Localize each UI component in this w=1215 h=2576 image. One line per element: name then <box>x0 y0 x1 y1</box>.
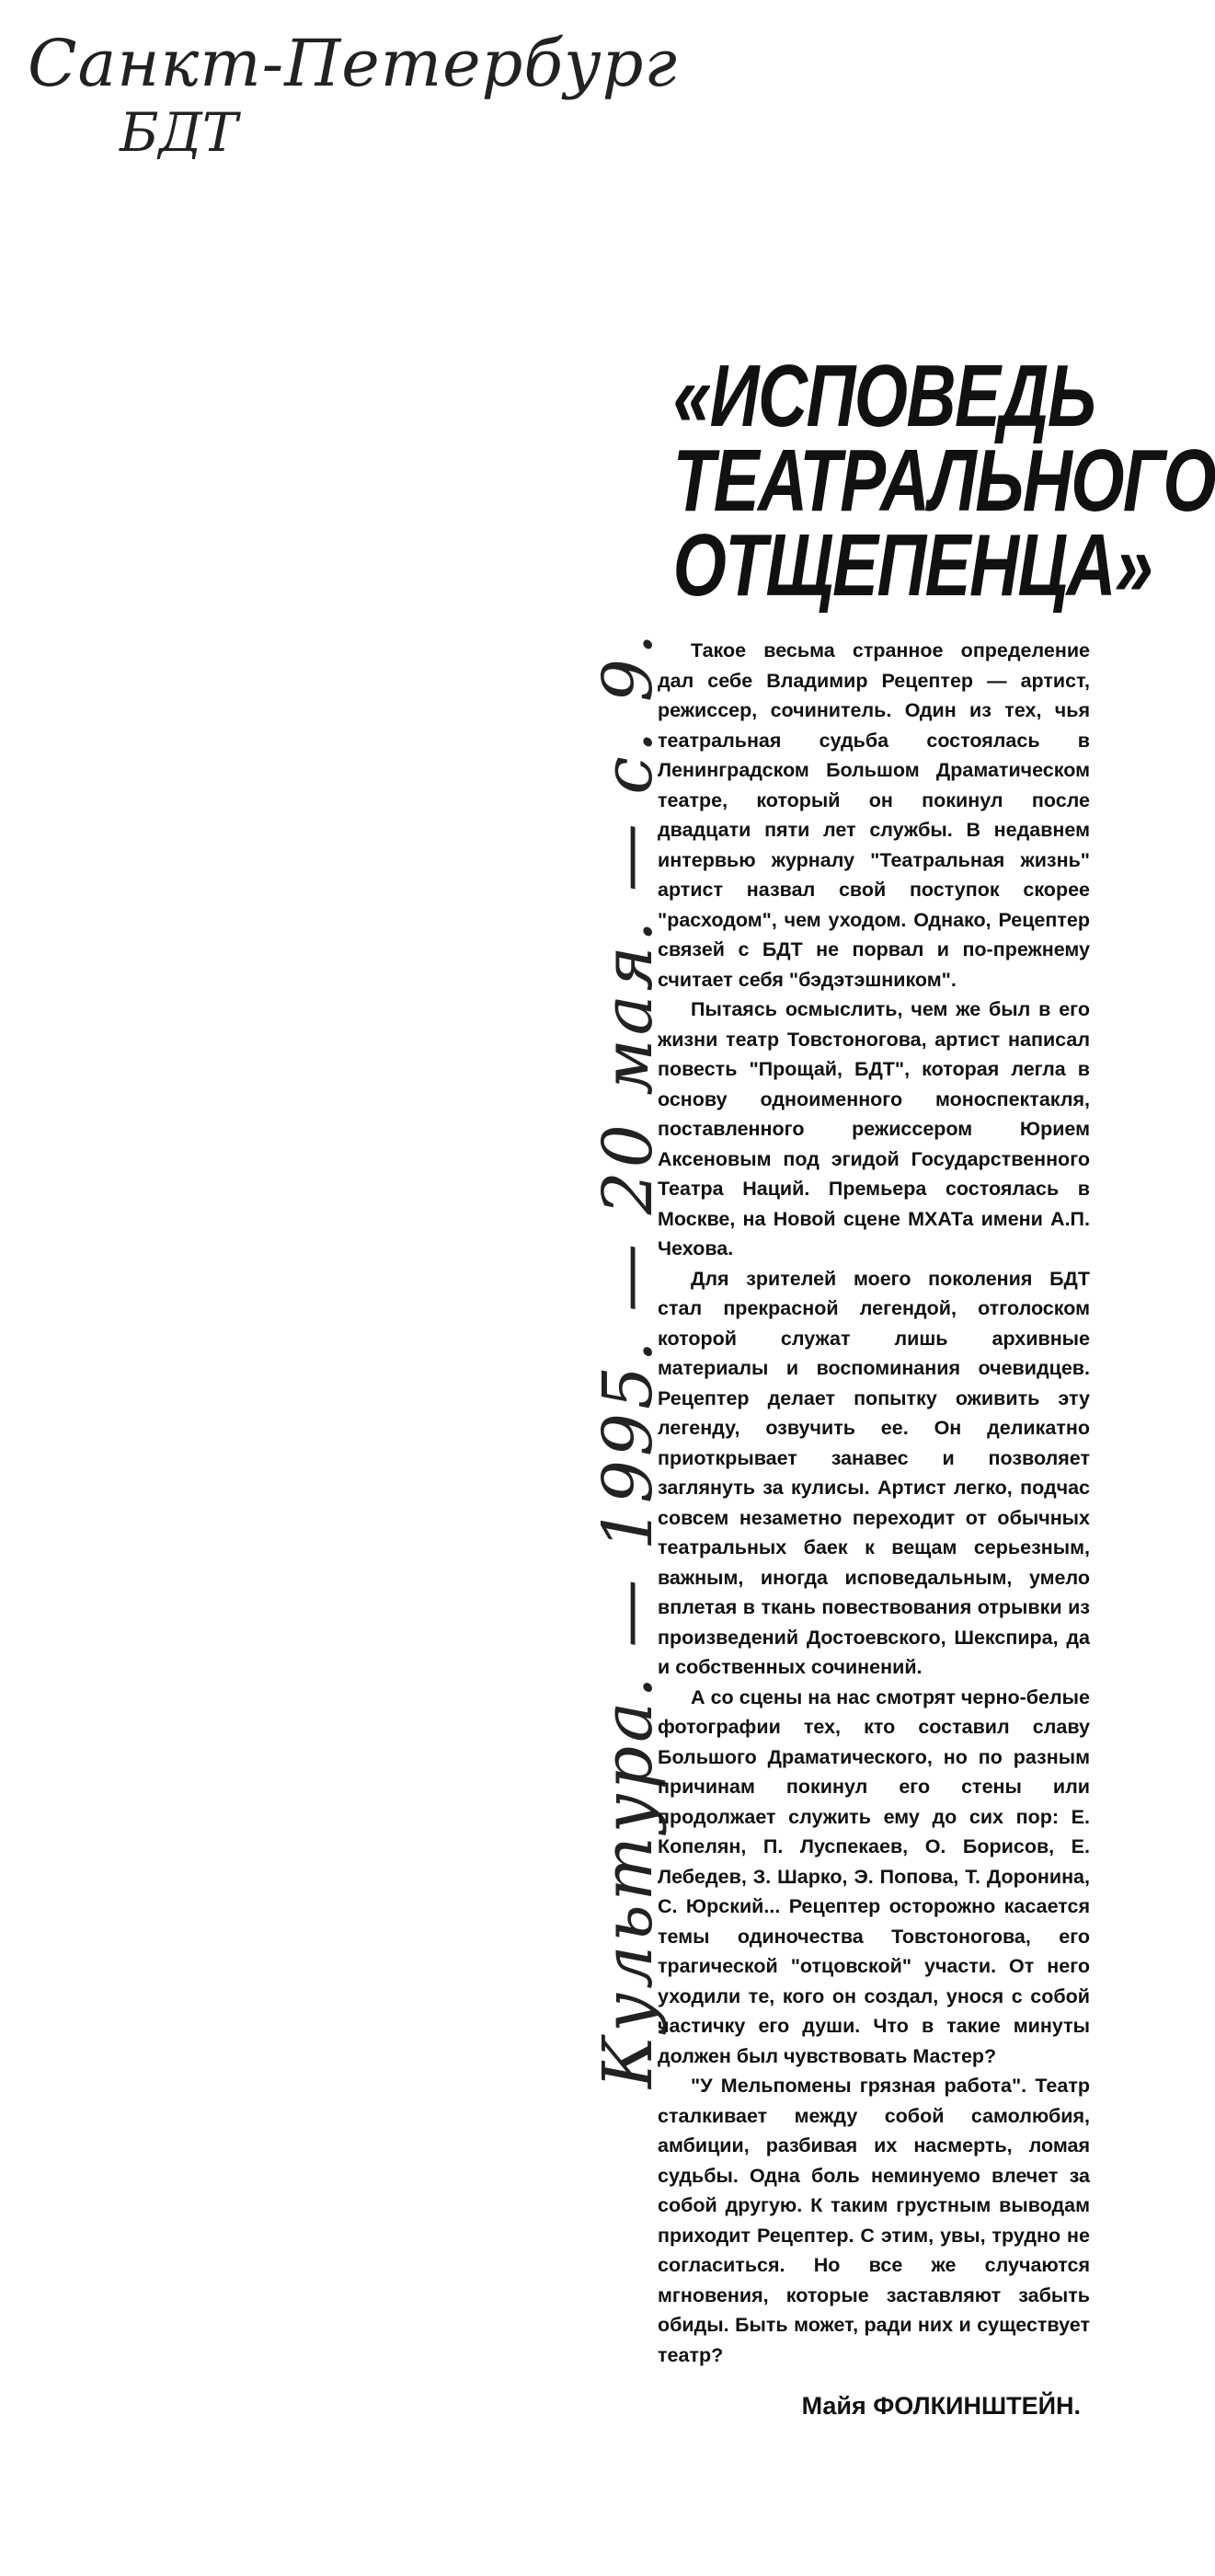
newspaper-article <box>658 347 1215 2421</box>
handwritten-note-top: Санкт-Петербург <box>28 26 678 101</box>
paragraph: Такое весьма странное определение дал себе Владимир Рецептер — артист, режиссер, сочинитель. Один из тех, чья театральная судьба состоялась в Ленинградском Большом Драматическом театре, который он покинул после двадцати пяти лет службы. В недавнем интервью журналу "Театральная жизнь" артист назвал свой поступок скорее "расходом", чем уходом. Однако, Рецептер связей с БДТ не порвал и по-прежнему считает себя "бэдэтэшником". <box>658 639 1090 991</box>
article-title: «ИСПОВЕДЬ ТЕАТРАЛЬНОГО ОТЩЕПЕНЦА» <box>672 347 1215 615</box>
article-author: Майя ФОЛКИНШТЕЙН. <box>801 2392 1081 2420</box>
handwritten-source-note: Культура. — 1995. — 20 мая. — с. 9. <box>589 629 668 2088</box>
article-body <box>658 636 1090 2370</box>
handwritten-note-top-second: БДТ <box>120 101 238 164</box>
paragraph: "У Мельпомены грязная работа". Театр сталкивает между собой самолюбия, амбиции, разбивая их насмерть, ломая судьбы. Одна боль неминуемо влечет за собой другую. К таким грустным выводам приходит Рецептер. С этим, увы, трудно не согласиться. Но все же случаются мгновения, которые заставляют забыть обиды. Быть может, ради них и существует театр? <box>658 2075 1090 2366</box>
paragraph: Для зрителей моего поколения БДТ стал прекрасной легендой, отголоском которой служат лишь архивные материалы и воспоминания очевидцев. Рецептер делает попытку оживить эту легенду, озвучить ее. Он деликатно приоткрывает занавес и позволяет заглянуть за кулисы. Артист легко, подчас совсем незаметно переходит от обычных театральных баек к вещам серьезным, важным, иногда исповедальным, умело вплетая в ткань повествования отрывки из произведений Достоевского, Шекспира, да и собственных сочинений. <box>658 1267 1090 1678</box>
paragraph: А со сцены на нас смотрят черно-белые фотографии тех, кто составил славу Большого Драматического, но по разным причинам покинул его стены или продолжает служить ему до сих пор: Е. Копелян, П. Луспекаев, О. Борисов, Е. Лебедев, З. Шарко, Э. Попова, Т. Доронина, С. Юрский... Рецептер осторожно касается темы одиночества Товстоногова, его трагической "отцовской" участи. От него уходили те, кого он создал, унося с собой частичку его души. Что в такие минуты должен был чувствовать Мастер? <box>658 1685 1090 2067</box>
paragraph: Пытаясь осмыслить, чем же был в его жизни театр Товстоногова, артист написал повесть "Прощай, БДТ", которая легла в основу одноименного моноспектакля, поставленного режиссером Юрием Аксеновым под эгидой Государственного Театра Наций. Премьера состоялась в Москве, на Новой сцене МХАТа имени А.П. Чехова. <box>658 998 1090 1259</box>
